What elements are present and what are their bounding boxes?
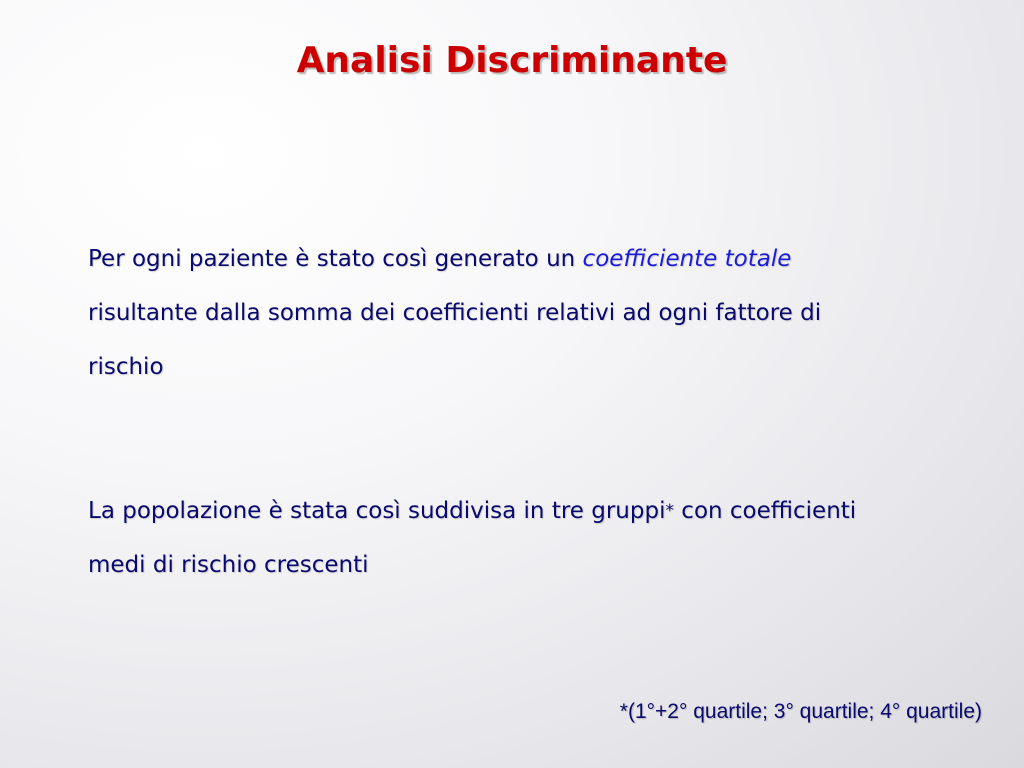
paragraph-popolazione-gruppi (88, 484, 888, 592)
paragraph-2-text-before: La popolazione è stata così suddivisa in tre gruppi (88, 498, 666, 524)
emphasis-coefficiente-totale: coefficiente totale (582, 246, 792, 272)
paragraph-2-text-after: con coefficienti medi di rischio crescenti (88, 498, 857, 578)
paragraph-coefficiente-totale (88, 232, 888, 394)
footnote-quartili: *(1°+2° quartile; 3° quartile; 4° quartile) (619, 700, 982, 723)
footnote-marker: * (665, 501, 674, 521)
paragraph-1-text-before: Per ogni paziente è stato così generato un (88, 246, 583, 272)
slide-title: Analisi Discriminante (296, 40, 728, 81)
paragraph-1-text-after: risultante dalla somma dei coefficienti relativi ad ogni fattore di rischio (88, 300, 822, 380)
